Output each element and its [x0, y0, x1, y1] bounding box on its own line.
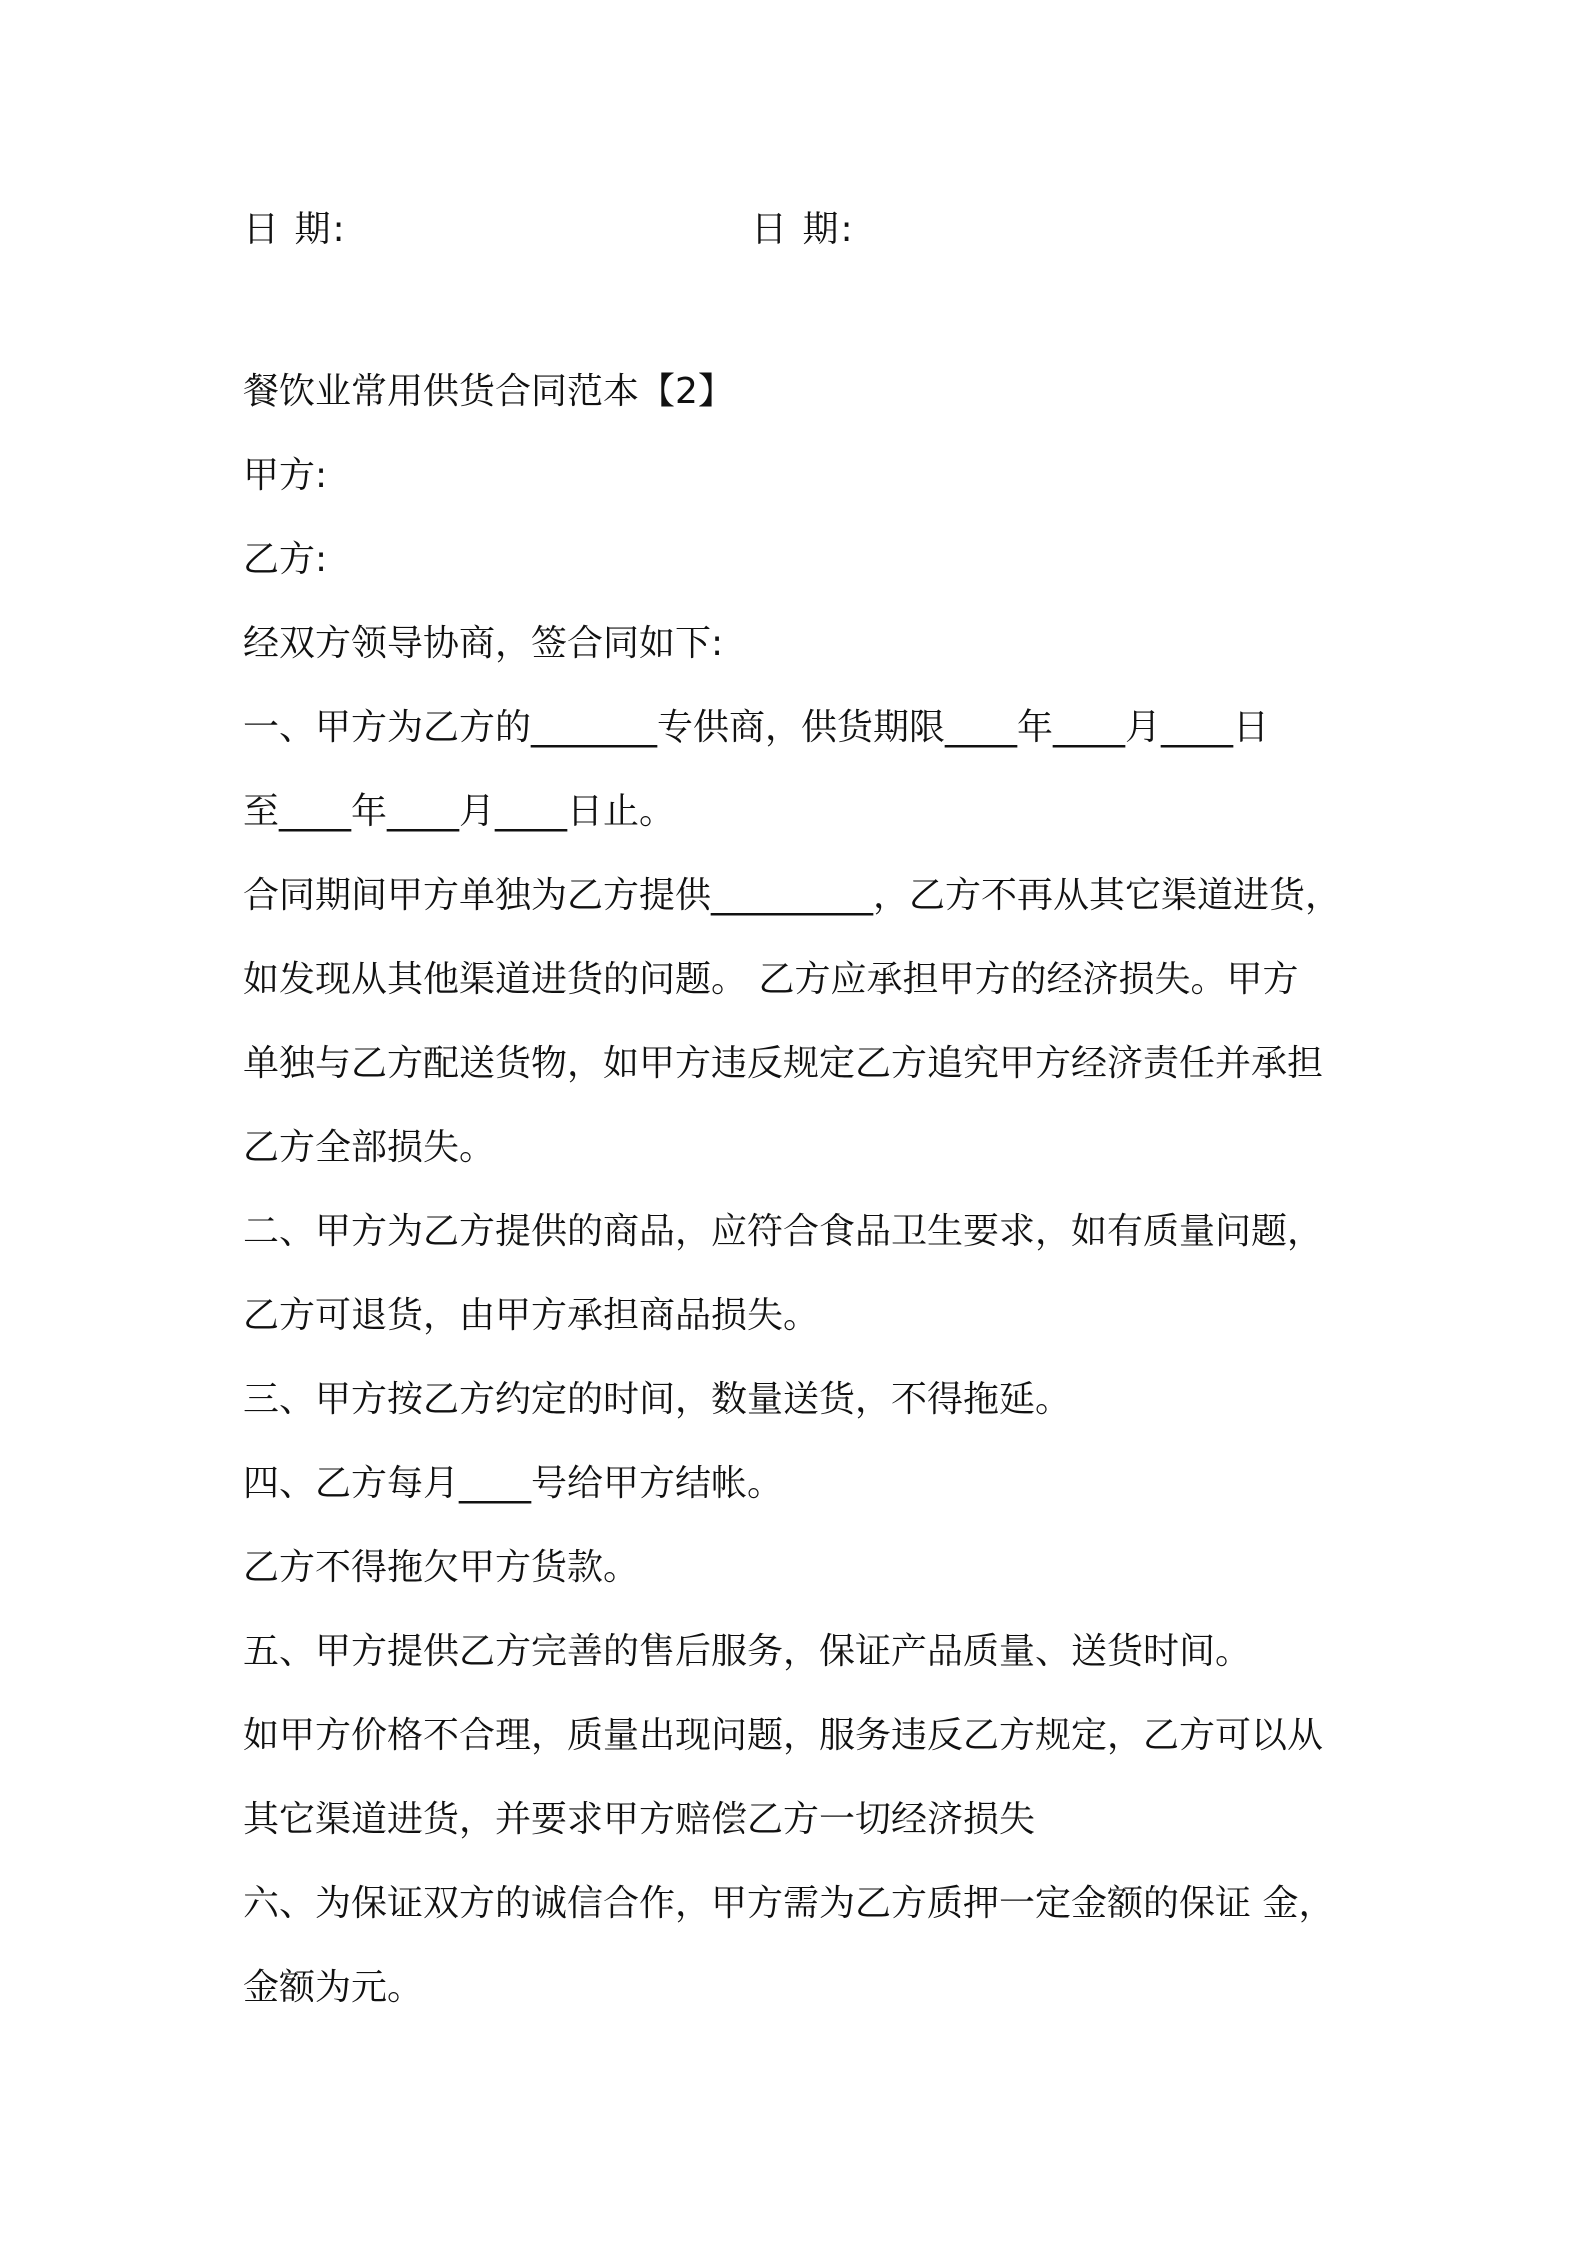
clause-line: 如发现从其他渠道进货的问题。 乙方应承担甲方的经济损失。甲方: [243, 959, 1299, 1000]
clause-line: 如甲方价格不合理，质量出现问题，服务违反乙方规定，乙方可以从: [243, 1715, 1324, 1756]
clause-line: 至____年____月____日止。: [243, 791, 676, 832]
clause-line: 其它渠道进货，并要求甲方赔偿乙方一切经济损失: [243, 1799, 1036, 1840]
contract-body: [243, 366, 1363, 2046]
clause-line: 合同期间甲方单独为乙方提供_________，乙方不再从其它渠道进货，: [243, 875, 1342, 916]
clause-line: 一、甲方为乙方的_______专供商，供货期限____年____月____日: [243, 707, 1270, 748]
contract-intro: 经双方领导协商，签合同如下:: [243, 623, 724, 664]
clause-line: 二、甲方为乙方提供的商品，应符合食品卫生要求，如有质量问题，: [243, 1211, 1324, 1252]
clause-line: 四、乙方每月____号给甲方结帐。: [243, 1463, 784, 1504]
clause-line: 三、甲方按乙方约定的时间，数量送货，不得拖延。: [243, 1379, 1072, 1420]
date-label-left: 日 期:: [243, 209, 347, 250]
party-b-label: 乙方:: [243, 539, 328, 580]
party-a-label: 甲方:: [243, 455, 328, 496]
clause-line: 乙方不得拖欠甲方货款。: [243, 1547, 640, 1588]
contract-title: 餐饮业常用供货合同范本【2】: [243, 371, 734, 412]
clause-line: 乙方全部损失。: [243, 1127, 496, 1168]
signature-date-row: [243, 204, 1343, 256]
clause-line: 六、为保证双方的诚信合作，甲方需为乙方质押一定金额的保证 金，: [243, 1883, 1335, 1924]
clause-line: 单独与乙方配送货物，如甲方违反规定乙方追究甲方经济责任并承担: [243, 1043, 1324, 1084]
clause-line: 乙方可退货，由甲方承担商品损失。: [243, 1295, 820, 1336]
clause-line: 金额为元。: [243, 1967, 424, 2008]
date-label-right: 日 期:: [751, 209, 855, 250]
clause-line: 五、甲方提供乙方完善的售后服务，保证产品质量、送货时间。: [243, 1631, 1252, 1672]
